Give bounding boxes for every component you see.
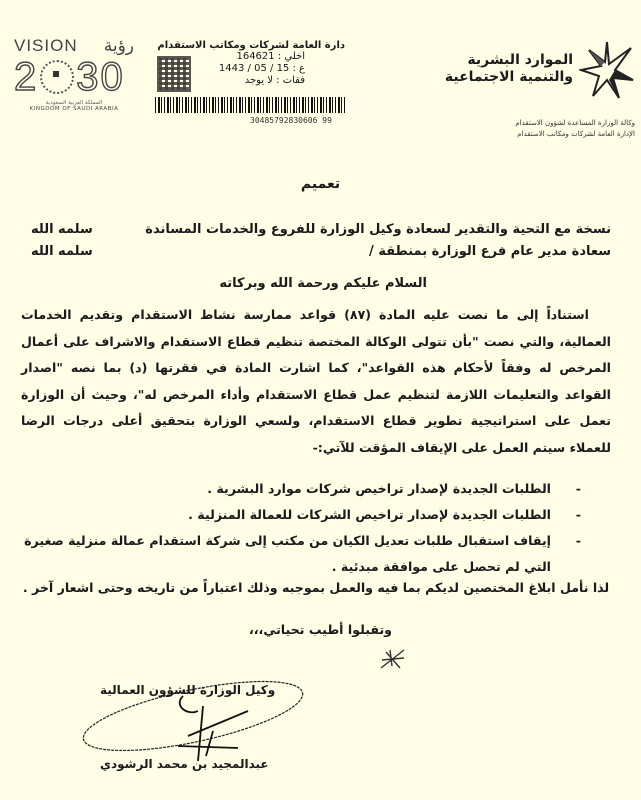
list-dash: -	[575, 481, 581, 496]
list-dash: -	[575, 507, 581, 522]
list-item	[21, 476, 581, 502]
signatory-name: عبدالمجيد بن محمد الرشودي	[100, 757, 269, 771]
document-title: تعميم	[300, 176, 341, 192]
barcode-number: 30485792830606 99	[250, 116, 332, 125]
signatory-title: وكيل الوزارة للشؤون العمالية	[100, 683, 276, 697]
main-paragraph: استناداً إلى ما نصت عليه المادة (٨٧) قواعد ممارسة نشاط الاستقدام وتقديم الخدمات العمالية، والتي نصت "بأن تتولى الوكالة المختصة تنظيم قطاع الاستقدام والاشراف على أعمال المرخص له وفقاً لأحكام هذه القواعد"، كما اشارت المادة في فقرتها (د) بما نصه "اصدار القواعد والتعليمات اللازمة لتنظيم عمل قطاع الاستقدام وأداء المرخص له"، وحيث أن الوزارة تعمل على استراتيجية تطوير قطاع الاستقدام، ولسعي الوزارة بتحقيق أعلى درجات الرضا للعملاء سيتم العمل على الإيقاف المؤقت للآتي:-	[21, 307, 611, 455]
addressee-honorific: سلمه الله	[31, 222, 93, 237]
agency-line2: الإدارة العامة لشركات ومكاتب الاستقدام	[517, 130, 635, 138]
list-item	[21, 528, 581, 580]
ministry-name-line2: والتنمية الاجتماعية	[444, 69, 573, 85]
vision-emblem-icon	[40, 60, 74, 94]
qr-code-icon	[157, 56, 191, 92]
greeting: السلام عليكم ورحمة الله وبركاته	[219, 276, 427, 291]
vision-subtitle-arabic: المملكة العربية السعودية	[45, 100, 103, 106]
reference-attachments: فقات : لا يوجد	[244, 75, 305, 86]
vision-arabic: رؤية	[103, 36, 134, 55]
addressee-honorific: سلمه الله	[31, 244, 93, 259]
ministry-star-icon	[579, 40, 635, 100]
suspension-list	[21, 476, 581, 580]
regards-text: وتقبلوا أطيب تحياتي،،،	[248, 622, 393, 637]
reference-department: دارة العامة لشركات ومكاتب الاستقدام	[157, 40, 345, 51]
vision-year-2: 2	[14, 55, 39, 99]
initial-mark-icon	[378, 646, 408, 672]
addressee-text: نسخة مع التحية والتقدير لسعادة وكيل الوزارة للفروع والخدمات المساندة	[145, 222, 611, 237]
agency-line1: وكالة الوزارة المساعدة لشؤون الاستقدام	[515, 119, 635, 127]
list-item-text: الطلبات الجديدة لإصدار تراخيص الشركات للعمالة المنزلية .	[188, 507, 551, 522]
vision-year-30: 30	[76, 55, 125, 99]
ministry-logo	[445, 40, 635, 150]
vision-subtitle-latin: KINGDOM OF SAUDI ARABIA	[29, 106, 119, 112]
vision-2030-logo	[14, 36, 134, 112]
list-item-text: إيقاف استقبال طلبات تعديل الكيان من مكتب إلى شركة استقدام عمالة منزلية صغيرة التي لم تحصل على موافقة مبدئية .	[24, 533, 551, 574]
list-item-text: الطلبات الجديدة لإصدار تراخيص شركات موارد البشرية .	[207, 481, 551, 496]
closing-text: لذا نأمل ابلاغ المختصين لديكم بما فيه والعمل بموجبه وذلك اعتباراً من تاريخه وحتى اشعار آخر .	[22, 580, 610, 595]
ministry-name-line1: الموارد البشرية	[467, 52, 573, 68]
addressee-line	[21, 222, 611, 237]
addressee-line	[21, 244, 611, 259]
reference-number: اخلي : 164621	[236, 51, 305, 62]
list-item	[21, 502, 581, 528]
barcode-icon	[155, 97, 345, 113]
vision-latin: VISION	[14, 36, 78, 55]
addressee-text: سعادة مدير عام فرع الوزارة بمنطقة /	[369, 244, 611, 259]
list-dash: -	[575, 533, 581, 548]
reference-date: ع : 15 / 05 / 1443	[218, 63, 305, 74]
